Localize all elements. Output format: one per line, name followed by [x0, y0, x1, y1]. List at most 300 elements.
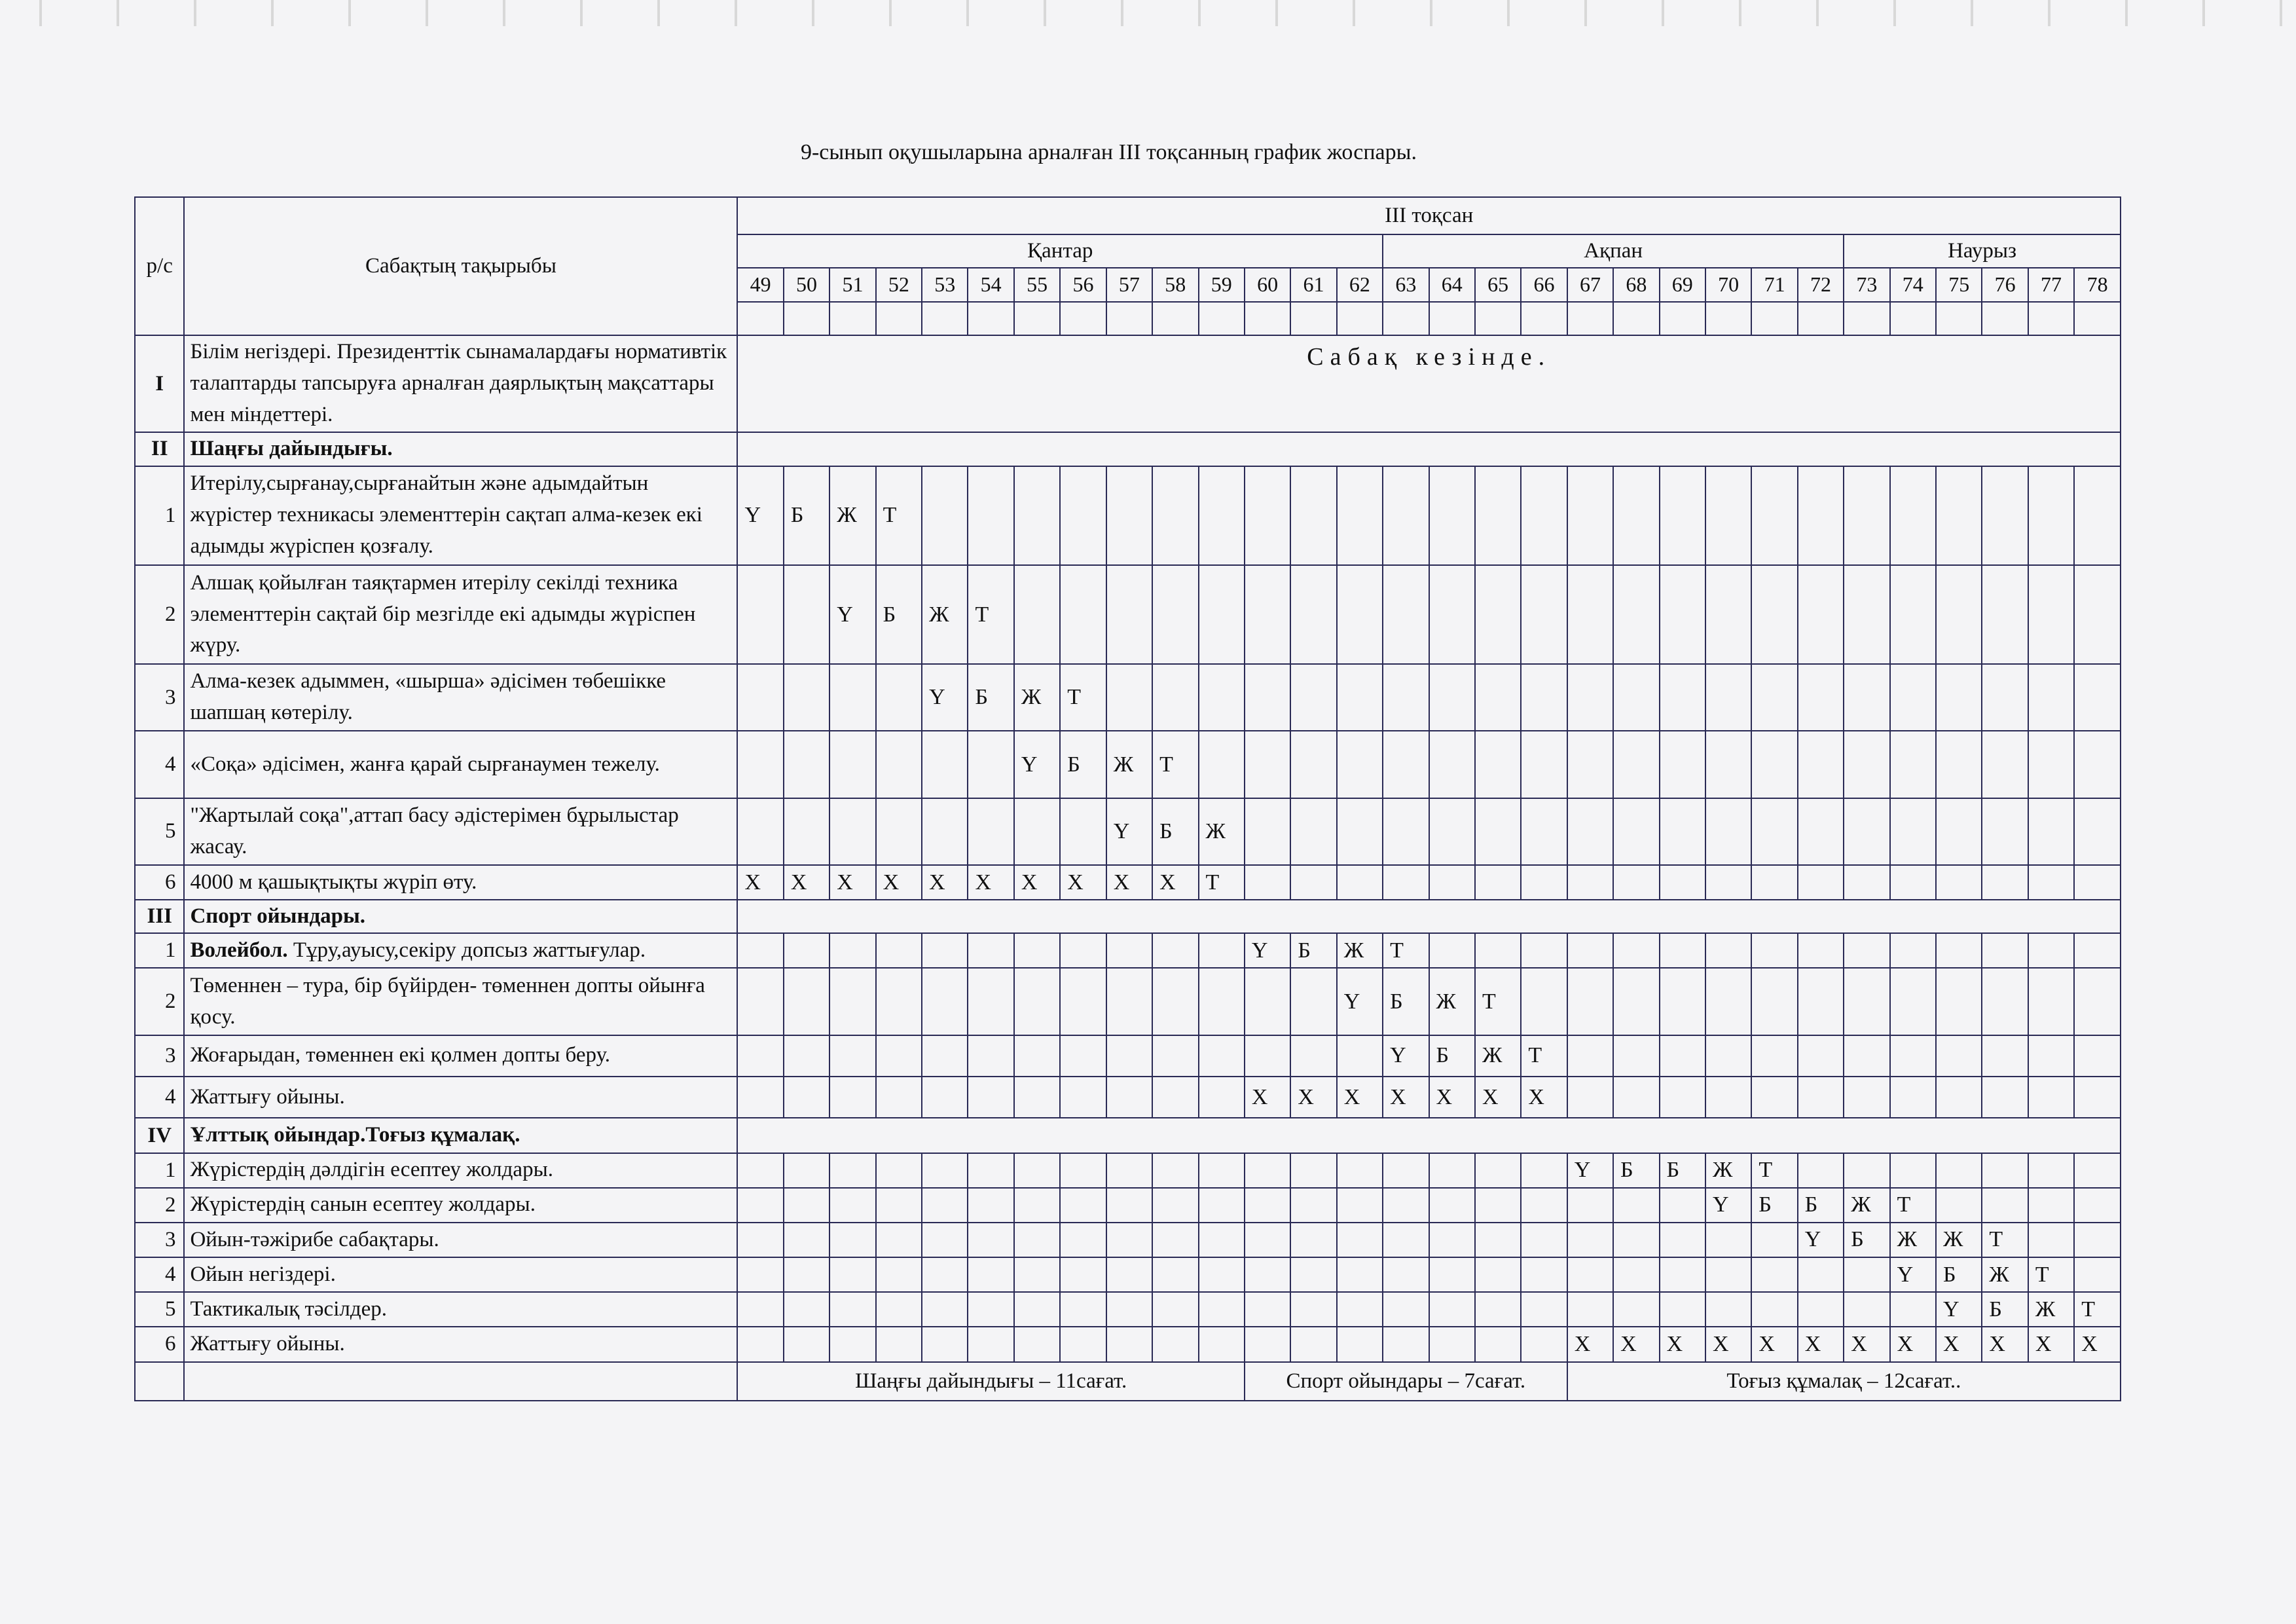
empty-span	[737, 900, 2121, 933]
schedule-cell	[829, 731, 875, 798]
schedule-cell	[1245, 1327, 1290, 1361]
schedule-cell	[2028, 664, 2074, 731]
schedule-cell	[2074, 565, 2121, 664]
schedule-cell	[1844, 798, 1889, 865]
schedule-cell	[1429, 933, 1475, 968]
schedule-cell	[1982, 1188, 2028, 1223]
schedule-cell	[1982, 865, 2028, 900]
schedule-cell	[737, 798, 783, 865]
schedule-cell	[1199, 1327, 1245, 1361]
schedule-cell	[1245, 664, 1290, 731]
schedule-cell	[1798, 1035, 1844, 1077]
schedule-cell	[876, 1035, 922, 1077]
schedule-cell	[922, 731, 968, 798]
lesson-row	[135, 798, 2121, 865]
schedule-mark: Т	[2028, 1257, 2074, 1292]
schedule-cell	[1290, 466, 1336, 565]
schedule-cell	[1890, 1292, 1936, 1327]
schedule-cell	[876, 1327, 922, 1361]
schedule-cell	[1798, 798, 1844, 865]
schedule-mark: Ж	[1106, 731, 1152, 798]
schedule-cell	[1936, 1188, 1982, 1223]
schedule-cell	[1705, 1292, 1751, 1327]
lesson-row	[135, 968, 2121, 1035]
schedule-cell	[1475, 1257, 1521, 1292]
schedule-cell	[1982, 798, 2028, 865]
section-1-row	[135, 335, 2121, 433]
schedule-cell	[1521, 798, 1567, 865]
schedule-cell	[1290, 731, 1336, 798]
schedule-mark: Х	[1982, 1327, 2028, 1361]
schedule-cell	[1890, 798, 1936, 865]
schedule-mark: Ж	[1705, 1153, 1751, 1188]
schedule-cell	[1844, 865, 1889, 900]
schedule-cell	[1429, 1257, 1475, 1292]
lesson-number: 50	[784, 268, 829, 301]
schedule-cell	[1060, 1077, 1106, 1118]
empty-cell	[1290, 302, 1336, 335]
empty-cell	[1844, 302, 1889, 335]
lesson-row	[135, 1153, 2121, 1188]
schedule-cell	[1106, 1257, 1152, 1292]
schedule-cell	[1475, 1223, 1521, 1257]
topic-text: Жүрістердің санын есептеу жолдары.	[190, 1192, 536, 1217]
topic-text: Төменнен – тура, бір бүйірден- төменнен допты ойынға қосу.	[190, 973, 705, 1029]
schedule-cell	[737, 1223, 783, 1257]
schedule-cell	[1613, 968, 1659, 1035]
section-number: ІV	[135, 1118, 184, 1153]
schedule-cell	[876, 1188, 922, 1223]
schedule-cell	[1567, 865, 1613, 900]
schedule-mark: Х	[1890, 1327, 1936, 1361]
empty-span	[737, 1118, 2121, 1153]
lesson-number: 65	[1475, 268, 1521, 301]
schedule-cell	[2074, 1188, 2121, 1223]
topic-text: «Соқа» әдісімен, жанға қарай сырғанаумен тежелу.	[190, 752, 660, 776]
row-topic	[184, 798, 737, 865]
schedule-cell	[1199, 731, 1245, 798]
schedule-cell	[784, 1292, 829, 1327]
schedule-cell	[1798, 1077, 1844, 1118]
schedule-cell	[1106, 1077, 1152, 1118]
schedule-mark: Ү	[1245, 933, 1290, 968]
schedule-mark: Б	[1060, 731, 1106, 798]
schedule-cell	[1844, 968, 1889, 1035]
schedule-cell	[1798, 1292, 1844, 1327]
topic-text: Жоғарыдан, төменнен екі қолмен допты беру.	[190, 1043, 611, 1067]
lesson-number: 64	[1429, 268, 1475, 301]
schedule-cell	[1751, 731, 1797, 798]
lesson-number: 71	[1751, 268, 1797, 301]
empty-cell	[876, 302, 922, 335]
schedule-cell	[1705, 466, 1751, 565]
schedule-cell	[1152, 933, 1198, 968]
schedule-cell	[968, 1223, 1013, 1257]
schedule-cell	[2028, 1035, 2074, 1077]
schedule-cell	[968, 466, 1013, 565]
schedule-cell	[1613, 1035, 1659, 1077]
schedule-mark: Ж	[1936, 1223, 1982, 1257]
schedule-cell	[922, 1077, 968, 1118]
empty-cell	[1660, 302, 1705, 335]
schedule-cell	[1337, 731, 1383, 798]
schedule-mark: Т	[1060, 664, 1106, 731]
schedule-cell	[1936, 664, 1982, 731]
schedule-cell	[1936, 1077, 1982, 1118]
lesson-number: 54	[968, 268, 1013, 301]
schedule-cell	[1798, 731, 1844, 798]
schedule-cell	[1844, 1257, 1889, 1292]
schedule-cell	[1429, 466, 1475, 565]
schedule-cell	[2028, 798, 2074, 865]
schedule-cell	[1705, 968, 1751, 1035]
schedule-cell	[1245, 1035, 1290, 1077]
schedule-cell	[737, 1077, 783, 1118]
schedule-cell	[922, 1257, 968, 1292]
schedule-cell	[1014, 1223, 1060, 1257]
schedule-cell	[1475, 933, 1521, 968]
lesson-number: 78	[2074, 268, 2121, 301]
schedule-cell	[1521, 664, 1567, 731]
schedule-mark: Х	[968, 865, 1013, 900]
schedule-mark: Х	[1798, 1327, 1844, 1361]
schedule-cell	[1337, 664, 1383, 731]
schedule-cell	[1290, 798, 1336, 865]
lesson-number: 66	[1521, 268, 1567, 301]
schedule-mark: Ү	[1014, 731, 1060, 798]
schedule-cell	[968, 798, 1013, 865]
lesson-row	[135, 1223, 2121, 1257]
schedule-cell	[1337, 1035, 1383, 1077]
lesson-number: 59	[1199, 268, 1245, 301]
schedule-cell	[1844, 664, 1889, 731]
schedule-cell	[876, 1223, 922, 1257]
schedule-cell	[1982, 565, 2028, 664]
section-title: Спорт ойындары.	[184, 900, 737, 933]
schedule-mark: Ү	[1567, 1153, 1613, 1188]
schedule-cell	[1383, 1153, 1429, 1188]
schedule-cell	[1383, 865, 1429, 900]
schedule-cell	[1290, 1257, 1336, 1292]
schedule-cell	[1660, 1223, 1705, 1257]
schedule-cell	[922, 1153, 968, 1188]
schedule-cell	[1199, 1188, 1245, 1223]
schedule-cell	[1429, 1153, 1475, 1188]
section-header-row	[135, 900, 2121, 933]
schedule-cell	[1475, 664, 1521, 731]
schedule-cell	[1475, 1292, 1521, 1327]
schedule-cell	[829, 1153, 875, 1188]
schedule-cell	[784, 968, 829, 1035]
topic-text: Жаттығу ойыны.	[190, 1084, 345, 1109]
empty-cell	[1383, 302, 1429, 335]
lesson-number: 69	[1660, 268, 1705, 301]
schedule-cell	[784, 1188, 829, 1223]
schedule-cell	[829, 933, 875, 968]
schedule-cell	[1383, 565, 1429, 664]
schedule-cell	[1245, 798, 1290, 865]
schedule-cell	[1521, 1327, 1567, 1361]
schedule-cell	[1014, 798, 1060, 865]
schedule-cell	[1660, 565, 1705, 664]
schedule-cell	[1337, 1188, 1383, 1223]
header-quarter: ІІІ тоқсан	[737, 197, 2121, 234]
schedule-mark: Х	[1567, 1327, 1613, 1361]
empty-cell	[1705, 302, 1751, 335]
section-header-row	[135, 1118, 2121, 1153]
empty-cell	[1429, 302, 1475, 335]
schedule-cell	[1705, 731, 1751, 798]
schedule-mark: Ж	[1429, 968, 1475, 1035]
schedule-cell	[1106, 565, 1152, 664]
lesson-row	[135, 1035, 2121, 1077]
schedule-mark: Б	[1290, 933, 1336, 968]
schedule-cell	[784, 933, 829, 968]
page-title: 9-сынып оқушыларына арналған ІІІ тоқсанның график жоспары.	[800, 140, 1417, 164]
schedule-cell	[1936, 933, 1982, 968]
row-topic	[184, 933, 737, 968]
empty-cell	[1613, 302, 1659, 335]
schedule-mark: Т	[1751, 1153, 1797, 1188]
schedule-cell	[784, 798, 829, 865]
schedule-cell	[1982, 1077, 2028, 1118]
lesson-number: 57	[1106, 268, 1152, 301]
schedule-cell	[876, 1257, 922, 1292]
schedule-cell	[1199, 1153, 1245, 1188]
schedule-cell	[1060, 1257, 1106, 1292]
schedule-mark: Т	[1152, 731, 1198, 798]
topic-text: Ойын негіздері.	[190, 1262, 336, 1286]
header-topic: Сабақтың тақырыбы	[184, 197, 737, 335]
spiral-binding-edge	[0, 0, 2296, 26]
topic-text: Жүрістердің дәлдігін есептеу жолдары.	[190, 1158, 553, 1182]
schedule-mark: Ү	[922, 664, 968, 731]
schedule-mark: Ж	[1890, 1223, 1936, 1257]
schedule-mark: Б	[1429, 1035, 1475, 1077]
schedule-cell	[1798, 933, 1844, 968]
schedule-mark: Ү	[1337, 968, 1383, 1035]
schedule-cell	[737, 1153, 783, 1188]
schedule-cell	[1245, 466, 1290, 565]
schedule-cell	[1383, 1188, 1429, 1223]
schedule-cell	[1798, 565, 1844, 664]
schedule-cell	[1199, 933, 1245, 968]
topic-text: Тұру,ауысу,секіру допсыз жаттығулар.	[287, 938, 646, 962]
schedule-cell	[2074, 1223, 2121, 1257]
schedule-cell	[1660, 466, 1705, 565]
schedule-mark: Б	[1383, 968, 1429, 1035]
empty-cell	[1106, 302, 1152, 335]
schedule-cell	[1567, 466, 1613, 565]
schedule-cell	[1660, 798, 1705, 865]
lesson-number: 60	[1245, 268, 1290, 301]
schedule-mark: Т	[876, 466, 922, 565]
schedule-cell	[1798, 664, 1844, 731]
lesson-number: 77	[2028, 268, 2074, 301]
schedule-cell	[1936, 731, 1982, 798]
schedule-cell	[1014, 1077, 1060, 1118]
schedule-cell	[1245, 865, 1290, 900]
schedule-cell	[1705, 1035, 1751, 1077]
row-number: 3	[135, 1223, 184, 1257]
schedule-cell	[2074, 933, 2121, 968]
schedule-cell	[1245, 731, 1290, 798]
schedule-cell	[1936, 968, 1982, 1035]
schedule-cell	[1060, 1292, 1106, 1327]
schedule-cell	[737, 1327, 783, 1361]
row-number: 5	[135, 798, 184, 865]
schedule-cell	[1337, 565, 1383, 664]
schedule-cell	[1613, 1292, 1659, 1327]
schedule-cell	[1245, 968, 1290, 1035]
topic-text: 4000 м қашықтықты жүріп өту.	[190, 870, 477, 894]
schedule-cell	[1521, 466, 1567, 565]
schedule-cell	[1936, 565, 1982, 664]
schedule-cell	[1060, 968, 1106, 1035]
schedule-cell	[1660, 1188, 1705, 1223]
empty-cell	[1245, 302, 1290, 335]
schedule-cell	[1936, 466, 1982, 565]
lesson-number: 76	[1982, 268, 2028, 301]
schedule-cell	[1152, 1257, 1198, 1292]
schedule-cell	[1844, 1077, 1889, 1118]
row-number: 3	[135, 664, 184, 731]
schedule-cell	[1982, 1035, 2028, 1077]
row-topic	[184, 1327, 737, 1361]
row-number: 2	[135, 968, 184, 1035]
empty-span	[737, 432, 2121, 466]
schedule-mark: Х	[1290, 1077, 1336, 1118]
schedule-cell	[829, 1188, 875, 1223]
row-number: 6	[135, 865, 184, 900]
schedule-cell	[1613, 1188, 1659, 1223]
schedule-cell	[1475, 1153, 1521, 1188]
schedule-mark: Ж	[1014, 664, 1060, 731]
schedule-mark: Ү	[1383, 1035, 1429, 1077]
schedule-cell	[2074, 1153, 2121, 1188]
schedule-mark: Х	[829, 865, 875, 900]
schedule-cell	[2074, 1035, 2121, 1077]
schedule-mark: Х	[1475, 1077, 1521, 1118]
schedule-cell	[1060, 1327, 1106, 1361]
schedule-cell	[1613, 664, 1659, 731]
schedule-cell	[2028, 731, 2074, 798]
schedule-mark: Х	[1660, 1327, 1705, 1361]
schedule-cell	[1521, 1292, 1567, 1327]
schedule-cell	[1199, 466, 1245, 565]
schedule-cell	[1152, 1292, 1198, 1327]
schedule-mark: Ү	[737, 466, 783, 565]
schedule-cell	[829, 1223, 875, 1257]
schedule-cell	[1844, 1153, 1889, 1188]
schedule-cell	[2028, 1077, 2074, 1118]
schedule-cell	[1705, 798, 1751, 865]
header-month: Наурыз	[1844, 234, 2121, 268]
schedule-cell	[1844, 1035, 1889, 1077]
schedule-cell	[1521, 1188, 1567, 1223]
section-header-row	[135, 432, 2121, 466]
schedule-cell	[1751, 1077, 1797, 1118]
schedule-cell	[1844, 933, 1889, 968]
section-number: ІІІ	[135, 900, 184, 933]
schedule-cell	[968, 933, 1013, 968]
schedule-mark: Х	[2074, 1327, 2121, 1361]
schedule-cell	[1798, 1153, 1844, 1188]
section-number: ІІ	[135, 432, 184, 466]
schedule-cell	[1567, 1223, 1613, 1257]
schedule-cell	[876, 1292, 922, 1327]
schedule-cell	[1521, 968, 1567, 1035]
schedule-cell	[1567, 664, 1613, 731]
empty-cell	[1475, 302, 1521, 335]
schedule-cell	[737, 1035, 783, 1077]
schedule-mark: Х	[1936, 1327, 1982, 1361]
lesson-number: 70	[1705, 268, 1751, 301]
lesson-number: 62	[1337, 268, 1383, 301]
schedule-cell	[1060, 1223, 1106, 1257]
row-number: 1	[135, 466, 184, 565]
schedule-cell	[737, 664, 783, 731]
schedule-cell	[1245, 1188, 1290, 1223]
lesson-number: 61	[1290, 268, 1336, 301]
schedule-mark: Ж	[1982, 1257, 2028, 1292]
schedule-cell	[1844, 1292, 1889, 1327]
schedule-cell	[1567, 1292, 1613, 1327]
row-topic	[184, 1188, 737, 1223]
schedule-cell	[1751, 1292, 1797, 1327]
schedule-cell	[1660, 664, 1705, 731]
schedule-cell	[1152, 968, 1198, 1035]
schedule-cell	[1429, 865, 1475, 900]
schedule-cell	[1014, 933, 1060, 968]
schedule-mark: Ж	[1475, 1035, 1521, 1077]
schedule-mark: Т	[1475, 968, 1521, 1035]
schedule-cell	[1014, 1188, 1060, 1223]
empty-cell	[1567, 302, 1613, 335]
schedule-cell	[1982, 968, 2028, 1035]
empty-cell	[1337, 302, 1383, 335]
lesson-number: 75	[1936, 268, 1982, 301]
empty-cell	[922, 302, 968, 335]
empty-cell	[1521, 302, 1567, 335]
schedule-cell	[1567, 565, 1613, 664]
schedule-cell	[1152, 565, 1198, 664]
schedule-mark: Т	[968, 565, 1013, 664]
schedule-cell	[1014, 968, 1060, 1035]
schedule-cell	[1290, 565, 1336, 664]
schedule-cell	[829, 664, 875, 731]
schedule-mark: Х	[1106, 865, 1152, 900]
topic-text: Тактикалық тәсілдер.	[190, 1297, 388, 1321]
empty-cell	[135, 1362, 184, 1401]
schedule-mark: Х	[1521, 1077, 1567, 1118]
schedule-cell	[1844, 466, 1889, 565]
footer-togyz: Тоғыз құмалақ – 12сағат..	[1567, 1362, 2121, 1401]
schedule-cell	[1337, 1223, 1383, 1257]
schedule-mark: Т	[1890, 1188, 1936, 1223]
schedule-cell	[1337, 466, 1383, 565]
schedule-mark: Т	[1521, 1035, 1567, 1077]
schedule-cell	[1383, 466, 1429, 565]
schedule-cell	[1152, 664, 1198, 731]
lesson-number: 74	[1890, 268, 1936, 301]
schedule-cell	[1660, 1292, 1705, 1327]
schedule-cell	[1429, 1188, 1475, 1223]
row-topic	[184, 1292, 737, 1327]
lesson-row	[135, 1257, 2121, 1292]
schedule-mark: Б	[876, 565, 922, 664]
schedule-cell	[829, 798, 875, 865]
